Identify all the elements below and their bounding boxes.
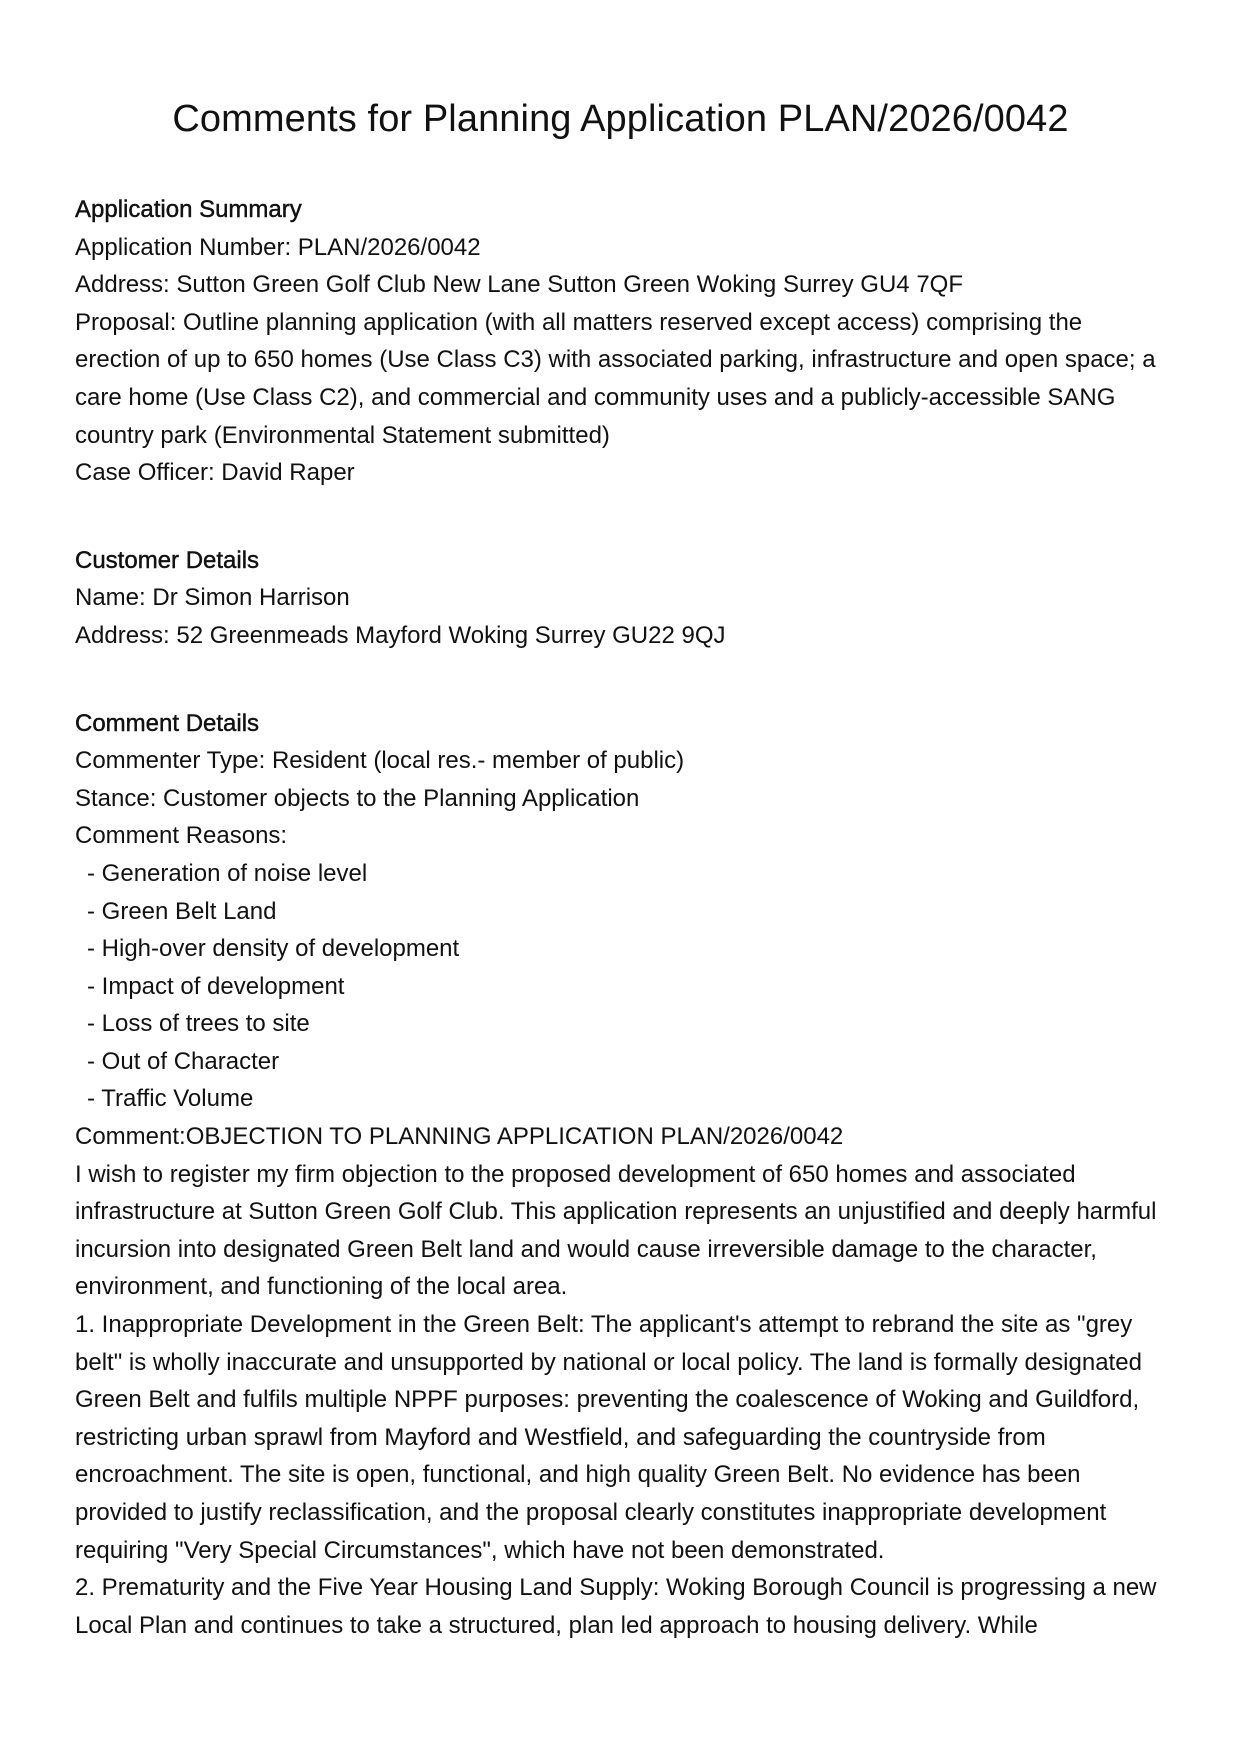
comment-reason-item: - High-over density of development bbox=[75, 930, 1166, 968]
application-proposal: Proposal: Outline planning application (with all matters reserved except access) comprising the erection of up to 650 homes (Use Class C3) with associated parking, infrastructure and open space; a care home (Use Class C2), and commercial and community uses and a publicly-accessible SANG country park (Environmental Statement submitted) bbox=[75, 308, 1156, 449]
comment-paragraph: 2. Prematurity and the Five Year Housing Land Supply: Woking Borough Council is progressing a new Local Plan and continues to take a structured, plan led approach to housing delivery. While bbox=[75, 1574, 1157, 1639]
customer-details-heading: Customer Details bbox=[75, 546, 260, 574]
application-summary-heading: Application Summary bbox=[75, 196, 302, 223]
commenter-type: Commenter Type: Resident (local res.- member of public) bbox=[75, 747, 685, 775]
comment-reason-item: - Loss of trees to site bbox=[75, 1005, 1166, 1043]
comment-reasons-label: Comment Reasons: bbox=[75, 822, 288, 850]
application-number: Application Number: PLAN/2026/0042 bbox=[75, 233, 481, 261]
stance: Stance: Customer objects to the Planning Application bbox=[75, 784, 640, 812]
comment-reason-item: - Green Belt Land bbox=[75, 893, 1166, 931]
customer-details-section bbox=[75, 542, 1166, 655]
comment-details-heading: Comment Details bbox=[75, 709, 260, 737]
comment-reason-item: - Impact of development bbox=[75, 968, 1166, 1006]
comment-reason-item: - Out of Character bbox=[75, 1043, 1166, 1081]
comment-details-section bbox=[75, 705, 1166, 1645]
customer-address: Address: 52 Greenmeads Mayford Woking Surrey GU22 9QJ bbox=[75, 621, 726, 649]
comment-heading: Comment:OBJECTION TO PLANNING APPLICATION PLAN/2026/0042 bbox=[75, 1123, 844, 1151]
application-summary-section bbox=[75, 191, 1166, 492]
case-officer: Case Officer: David Raper bbox=[75, 459, 355, 487]
comment-reason-item: - Generation of noise level bbox=[75, 855, 1166, 893]
page-title: Comments for Planning Application PLAN/2026/0042 bbox=[172, 98, 1069, 140]
comment-reason-item: - Traffic Volume bbox=[75, 1080, 1166, 1118]
application-address: Address: Sutton Green Golf Club New Lane Sutton Green Woking Surrey GU4 7QF bbox=[75, 271, 963, 299]
comment-paragraph: I wish to register my firm objection to the proposed development of 650 homes and associated infrastructure at Sutton Green Golf Club. This application represents an unjustified and deeply harmful incursion into designated Green Belt land and would cause irreversible damage to the character, environment, and functioning of the local area. bbox=[75, 1160, 1157, 1301]
comment-reasons-list bbox=[75, 855, 1166, 1118]
customer-name: Name: Dr Simon Harrison bbox=[75, 584, 350, 612]
comment-paragraph: 1. Inappropriate Development in the Green Belt: The applicant's attempt to rebrand the site as "grey belt" is wholly inaccurate and unsupported by national or local policy. The land is formally designated Green Belt and fulfils multiple NPPF purposes: preventing the coalescence of Woking and Guildford, restricting urban sprawl from Mayford and Westfield, and safeguarding the countryside from encroachment. The site is open, functional, and high quality Green Belt. No evidence has been provided to justify reclassification, and the proposal clearly constitutes inappropriate development requiring "Very Special Circumstances", which have not been demonstrated. bbox=[75, 1311, 1142, 1564]
